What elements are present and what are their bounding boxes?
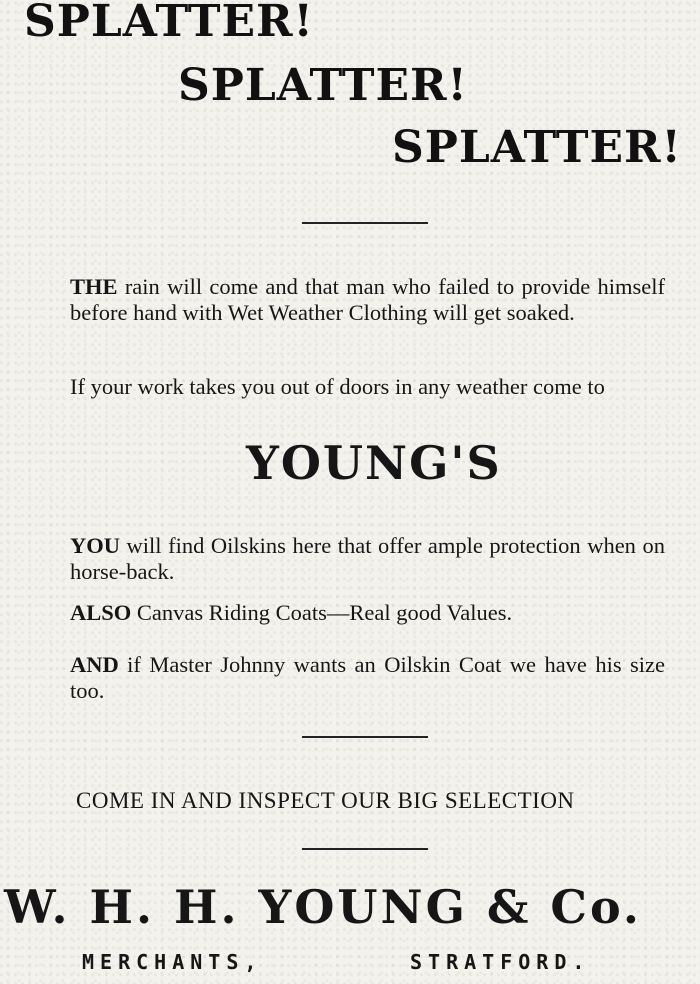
firm-descriptor: MERCHANTS, — [82, 950, 263, 974]
divider-rule — [302, 848, 428, 850]
divider-rule — [302, 222, 428, 224]
call-to-action: COME IN AND INSPECT OUR BIG SELECTION — [76, 788, 575, 813]
offer-lead-word: YOU — [70, 533, 120, 558]
headline-line-2: SPLATTER! — [178, 60, 468, 111]
intro-lead-word: THE — [70, 274, 118, 299]
store-name: YOUNG'S — [246, 436, 502, 490]
offer-paragraph-2 — [70, 600, 665, 626]
offer-text: Canvas Riding Coats—Real good Values. — [131, 600, 513, 625]
intro-text: rain will come and that man who failed to provide himself before hand with Wet Weather Clothing will get soaked. — [70, 274, 665, 325]
offer-text: if Master Johnny wants an Oilskin Coat we have his size too. — [70, 652, 665, 703]
firm-location: STRATFORD. — [410, 950, 591, 974]
offer-paragraph-1 — [70, 533, 665, 585]
offer-lead-word: AND — [70, 652, 119, 677]
headline-line-1: SPLATTER! — [24, 0, 314, 47]
offer-text: will find Oilskins here that offer ample protection when on horse-back. — [70, 533, 665, 584]
headline-line-3: SPLATTER! — [392, 122, 682, 173]
offer-lead-word: ALSO — [70, 600, 132, 625]
intro-paragraph-1 — [70, 274, 665, 326]
divider-rule — [302, 736, 428, 738]
intro-paragraph-2: If your work takes you out of doors in any weather come to — [70, 374, 605, 399]
offer-paragraph-3 — [70, 652, 665, 704]
firm-name: W. H. H. YOUNG & Co. — [4, 880, 642, 934]
